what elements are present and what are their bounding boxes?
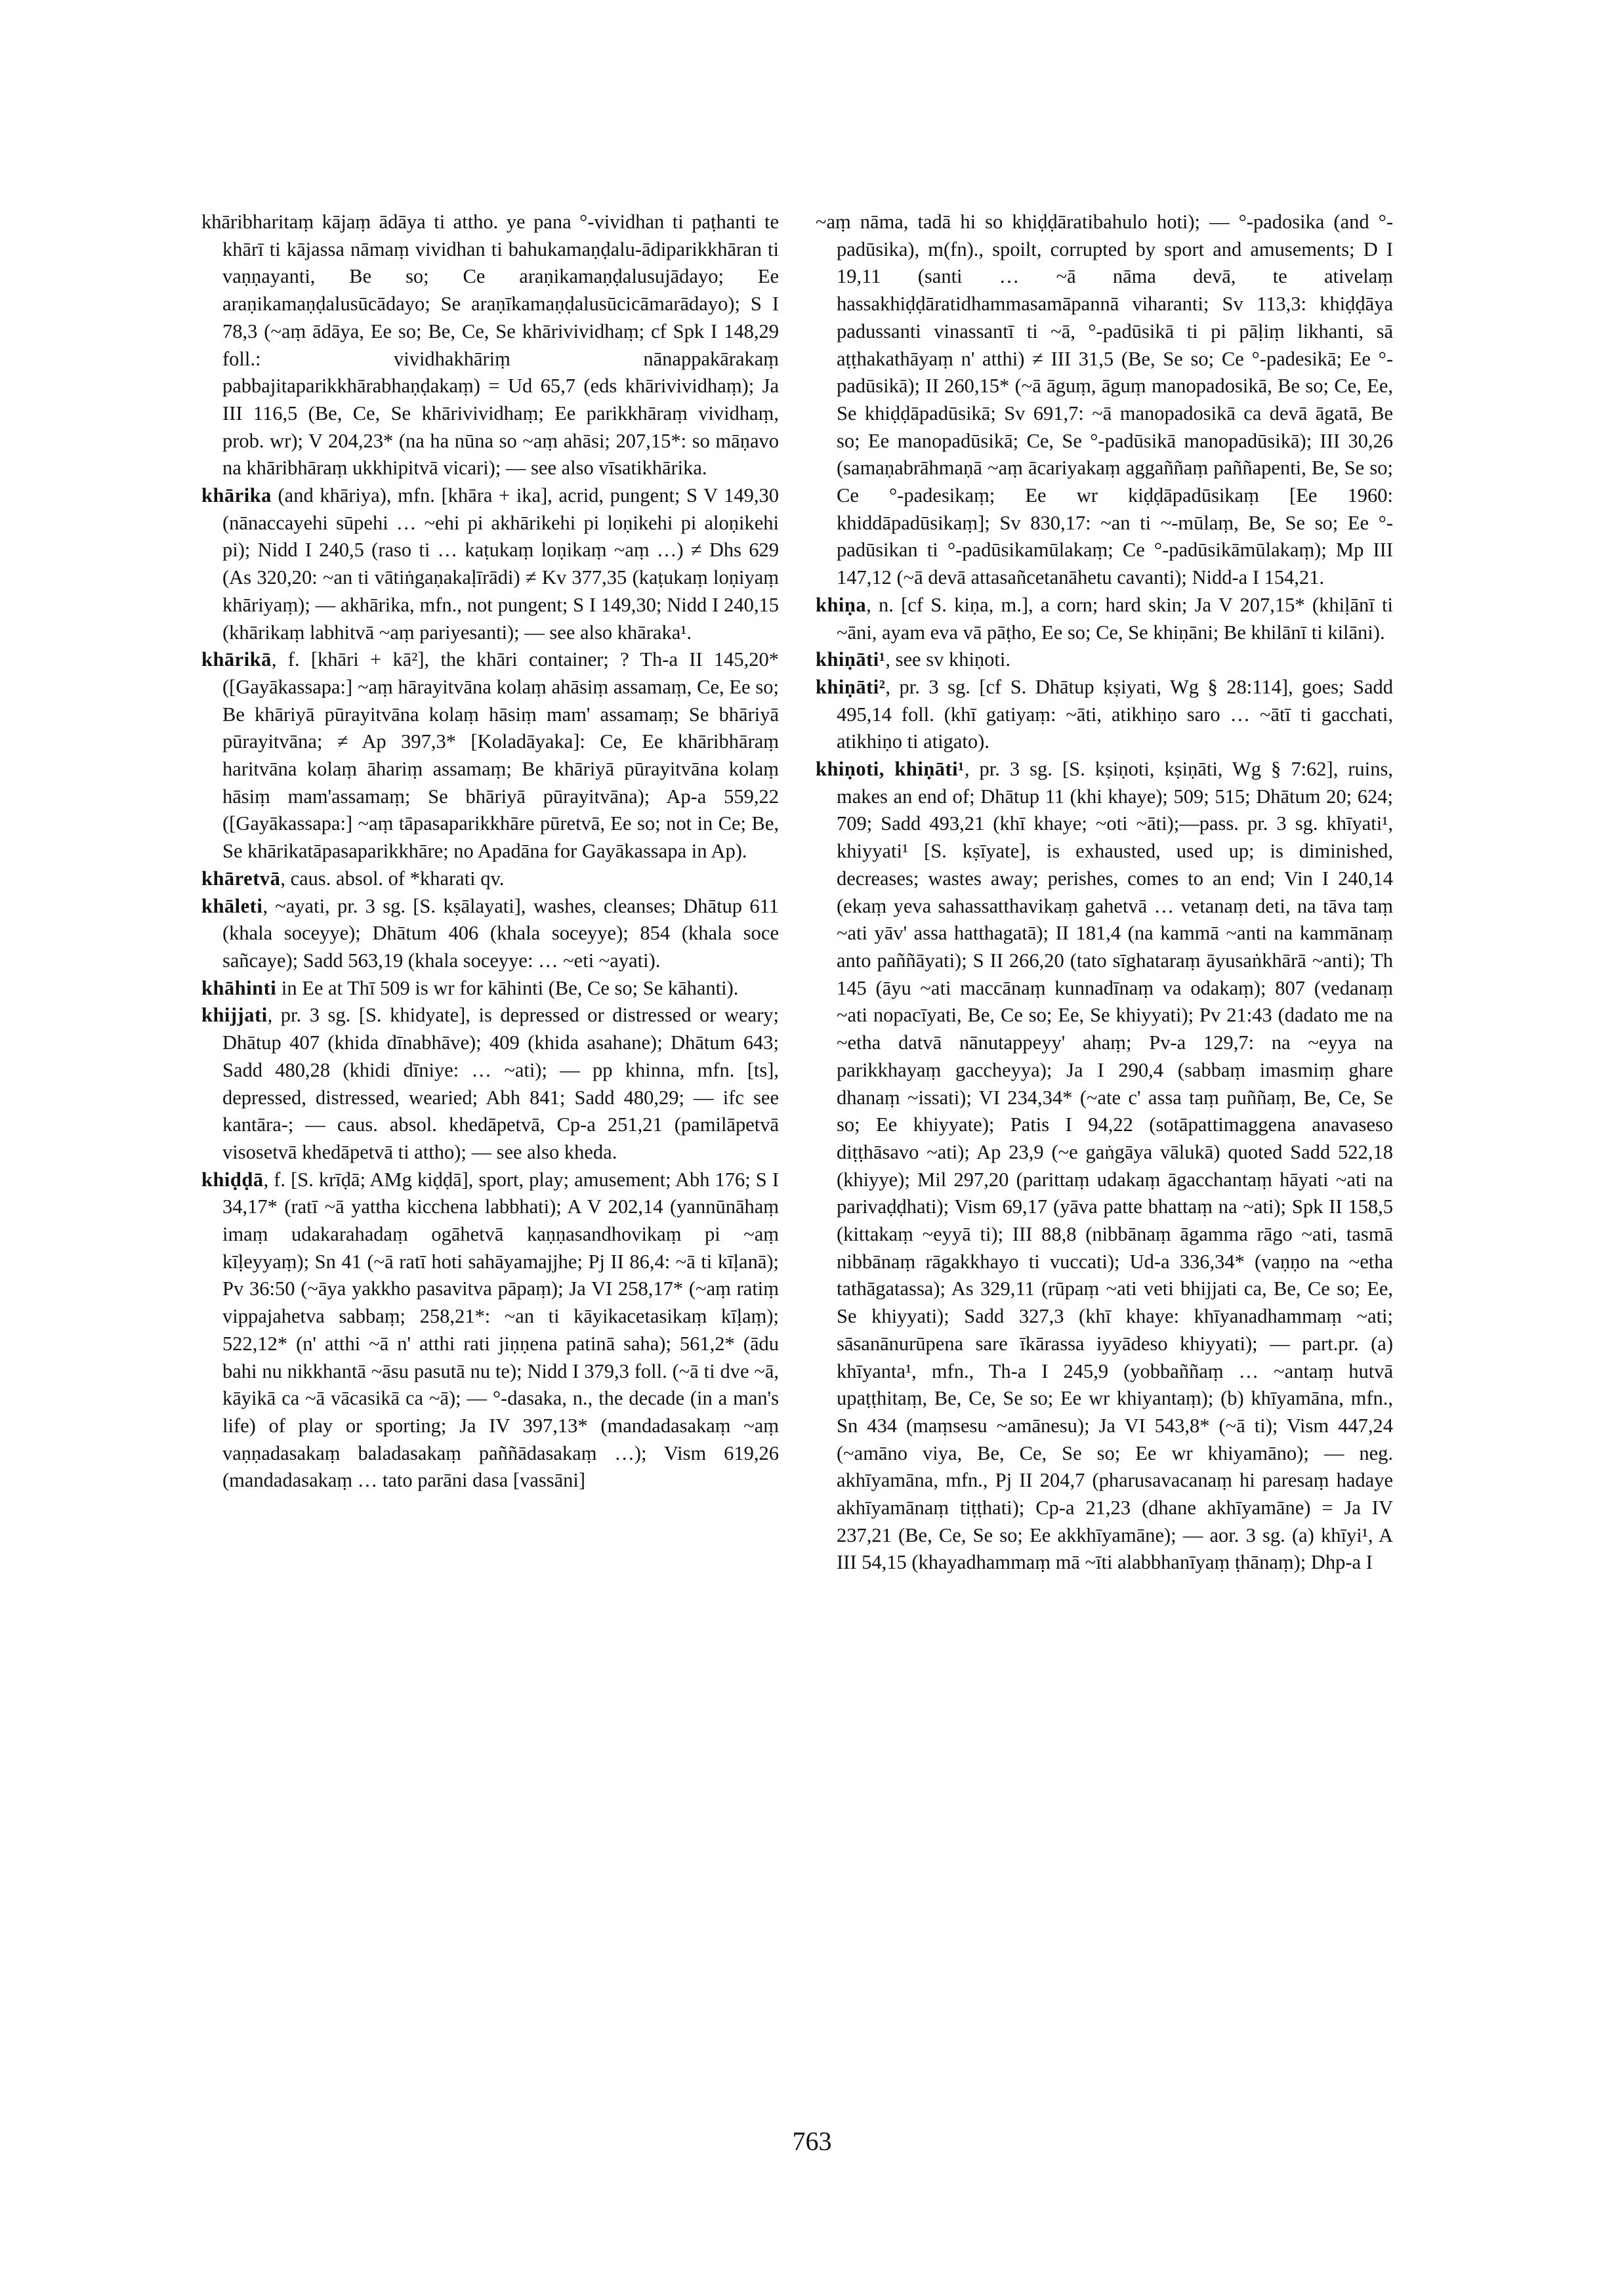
entry-text: in Ee at Thī 509 is wr for kāhinti (Be, Ce so; Se kāhanti). [276,976,739,999]
dictionary-entry [816,646,1393,674]
dictionary-entry [201,865,779,893]
dictionary-entry [201,482,779,646]
entry-text: , n. [cf S. kiṇa, m.], a corn; hard skin; Ja V 207,15* (khiḷānī ti ~āni, ayam eva vā pāṭho, Ee so; Ce, Se khiṇāni; Be khilānī ti kilāni). [837,593,1393,644]
right-column [816,209,1393,1577]
headword: khiṇa [816,593,867,616]
headword: khāleti [201,894,263,917]
dictionary-entry [201,975,779,1003]
headword: khārika [201,484,272,507]
left-column [201,209,779,1495]
entry-text: , pr. 3 sg. [cf S. Dhātup kṣiyati, Wg § 28:114], goes; Sadd 495,14 foll. (khī gatiyaṃ: ~āti, atikhiṇo saro … ~ātī ti gacchati, atikhiṇo ti atigato). [837,675,1393,753]
headword: khiḍḍā [201,1168,264,1191]
headword: khiṇoti, khiṇāti¹ [816,758,965,781]
entry-text: , pr. 3 sg. [S. khidyate], is depressed or distressed or weary; Dhātup 407 (khida dīnabhāve); 409 (khida asahane); Dhātum 643; Sadd 480,28 (khidi dīniye: … ~ati); — pp khinna, mfn. [ts], depressed, distressed, wearied; Abh 841; Sadd 480,29; — ifc see kantāra-; — caus. absol. khedāpetvā, Cp-a 251,21 (pamilāpetvā visosetvā khedāpetvā ti attho); — see also kheda. [222,1004,779,1163]
entry-text: , ~ayati, pr. 3 sg. [S. kṣālayati], washes, cleanses; Dhātup 611 (khala soceyye); Dhātum 406 (khala soceyye); 854 (khala soce sañcaye); Sadd 563,19 (khala soceyye: … ~eti ~ayati). [222,894,779,972]
entry-text: , f. [khāri + kā²], the khāri container; ? Th-a II 145,20* ([Gayākassapa:] ~aṃ hārayitvāna kolaṃ ahāsiṃ assamaṃ, Ce, Ee so; Be khāriyā pūrayitvāna kolaṃ hāsiṃ mam' assamaṃ; Se bhāriyā pūrayitvāna; ≠ Ap 397,3* [Koladāyaka]: Ce, Ee khāribhāraṃ haritvāna kolaṃ āhariṃ assamaṃ; Be khāriyā pūrayitvāna kolaṃ hāsiṃ mam'assamaṃ; Se bhāriyā pūrayitvāna); Ap-a 559,22 ([Gayākassapa:] ~aṃ tāpasaparikkhāre pūretvā, Ee so; not in Ce; Be, Se khārikatāpasaparikkhāre; no Apadāna for Gayākassapa in Ap). [222,648,779,863]
dictionary-entry [201,893,779,975]
entry-text: , caus. absol. of *kharati qv. [280,867,505,890]
dictionary-entry [816,756,1393,1577]
dictionary-entry [816,592,1393,646]
page-number: 763 [792,2126,832,2156]
dictionary-entry [201,1002,779,1166]
headword: khāretvā [201,867,281,890]
dictionary-entry [201,1167,779,1495]
dictionary-entry [816,209,1393,592]
entry-text: ~aṃ nāma, tadā hi so khiḍḍāratibahulo hoti); — °-padosika (and °-padūsika), m(fn)., spoilt, corrupted by sport and amusements; D I 19,11 (santi … ~ā nāma devā, te ativelaṃ hassakhiḍḍāratidhammasamāpannā viharanti; Sv 113,3: khiḍḍāya padussanti vinassantī ti ~ā, °-padūsikā ti pi pāḷiṃ likhanti, sā aṭṭhakathāyaṃ n' atthi) ≠ III 31,5 (Be, Se so; Ce °-padesikā; Ee °-padūsikā); II 260,15* (~ā āguṃ, āguṃ manopadosikā, Be so; Ce, Ee, Se khiḍḍāpadūsikā; Sv 691,7: ~ā manopadosikā ca devā āgatā, Be so; Ee manopadūsikā; Ce, Se °-padūsikā manopadūsikā); III 30,26 (samaṇabrāhmaṇā ~aṃ ācariyakaṃ aggaññaṃ paññapenti, Be, Se so; Ce °-padesikaṃ; Ee wr kiḍḍāpadūsikaṃ [Ee 1960: khiddāpadūsikaṃ]; Sv 830,17: ~an ti ~-mūlaṃ, Be, Se so; Ee °-padūsikan ti °-padūsikamūlakaṃ; Ce °-padūsikāmūlakaṃ); Mp III 147,12 (~ā devā attasañcetanāhetu cavanti); Nidd-a I 154,21. [816,211,1393,589]
headword: khārikā [201,648,272,671]
dictionary-entry [201,209,779,482]
headword: khiṇāti¹ [816,648,886,671]
entry-text: khāribharitaṃ kājaṃ ādāya ti attho. ye pana °-vividhan ti paṭhanti te khārī ti kājassa nāmaṃ vividhan ti bahukamaṇḍalu-ādiparikkhāran ti vaṇṇayanti, Be so; Ce araṇikamaṇḍalusujādayo; Ee araṇikamaṇḍalusūcādayo; Se araṇīkamaṇḍalusūcicāmarādayo); S I 78,3 (~aṃ ādāya, Ee so; Be, Ce, Se khārivividhaṃ; cf Spk I 148,29 foll.: vividhakhāriṃ nānappakārakaṃ pabbajitaparikkhārabhaṇḍakaṃ) = Ud 65,7 (eds khārivividhaṃ); Ja III 116,5 (Be, Ce, Se khārivividhaṃ; Ee parikkhāraṃ vividhaṃ, prob. wr); V 204,23* (na ha nūna so ~aṃ ahāsi; 207,15*: so māṇavo na khāribhāraṃ ukkhipitvā vicari); — see also vīsatikhārika. [201,211,779,480]
headword: khāhinti [201,976,277,999]
entry-text: , f. [S. krīḍā; AMg kiḍḍā], sport, play; amusement; Abh 176; S I 34,17* (ratī ~ā yattha kicchena labbhati); A V 202,14 (yannūnāhaṃ imaṃ udakarahadaṃ ogāhetvā kaṇṇasandhovikaṃ pi ~aṃ kīḷeyyaṃ); Sn 41 (~ā ratī hoti sahāyamajjhe; Pj II 86,4: ~ā ti kīḷanā); Pv 36:50 (~āya yakkho pasavitva pāpaṃ); Ja VI 258,17* (~aṃ ratiṃ vippajahetva sabbaṃ; 258,21*: ~an ti kāyikacetasikaṃ kīḷaṃ); 522,12* (n' atthi ~ā n' atthi rati jiṇṇena patinā saha); 561,2* (ādu bahi nu nikkhantā ~āsu pasutā nu te); Nidd I 379,3 foll. (~ā ti dve ~ā, kāyikā ca ~ā vācasikā ca ~ā); — °-dasaka, n., the decade (in a man's life) of play or sporting; Ja IV 397,13* (mandadasakaṃ ~aṃ vaṇṇadasakaṃ baladasakaṃ paññādasakaṃ …); Vism 619,26 (mandadasakaṃ … tato parāni dasa [vassāni] [222,1168,779,1492]
dictionary-entry [816,674,1393,756]
entry-text: (and khāriya), mfn. [khāra + ika], acrid, pungent; S V 149,30 (nānaccayehi sūpehi … ~ehi pi akhārikehi pi loṇikehi pi aloṇikehi pi); Nidd I 240,5 (raso ti … kaṭukaṃ loṇikaṃ ~aṃ …) ≠ Dhs 629 (As 320,20: ~an ti vātiṅgaṇakaḷīrādi) ≠ Kv 377,35 (kaṭukaṃ loṇiyaṃ khāriyaṃ); — akhārika, mfn., not pungent; S I 149,30; Nidd I 240,15 (khārikaṃ labhitvā ~aṃ pariyesanti); — see also khāraka¹. [222,484,779,644]
headword: khijjati [201,1004,268,1027]
headword: khiṇāti² [816,675,886,698]
dictionary-entry [201,646,779,865]
entry-text: , see sv khiṇoti. [885,648,1011,671]
entry-text: , pr. 3 sg. [S. kṣiṇoti, kṣiṇāti, Wg § 7:62], ruins, makes an end of; Dhātup 11 (khi khaye); 509; 515; Dhātum 20; 624; 709; Sadd 493,21 (khī khaye; ~oti ~āti);—pass. pr. 3 sg. khīyati¹, khiyyati¹ [S. kṣīyate], is exhausted, used up; is diminished, decreases; wastes away; perishes, comes to an end; Vin I 240,14 (ekaṃ yeva sahassatthavikaṃ gahetvā … vetanaṃ deti, na tāva taṃ ~ati yāv' assa hatthagatā); II 181,4 (na kammā ~anti na kammānaṃ anto paññāyati); S II 266,20 (tato sīghataraṃ āyusaṅkhārā ~anti); Th 145 (āyu ~ati maccānaṃ kunnadīnaṃ va odakaṃ); 807 (vedanaṃ ~ati nopacīyati, Be, Ce so; Ee, Se khiyyati); Pv 21:43 (dadato me na ~etha datvā nānutappeyy' ahaṃ; Pv-a 129,7: na ~eyya na parikkhayaṃ gaccheyya); Ja I 290,4 (sabbaṃ imasmiṃ ghare dhanaṃ ~issati); VI 234,34* (~ate c' assa taṃ puññaṃ, Be, Ce, Se so; Ee khiyyate); Patis I 94,22 (sotāpattimaggena anavaseso diṭṭhāsavo ~ati); Ap 23,9 (~e gaṅgāya vālukā) quoted Sadd 522,18 (khiyye); Mil 297,20 (parittaṃ udakaṃ āgacchantaṃ hāyati ~ati na parivaḍḍhati); Vism 69,17 (yāva patte bhattaṃ na ~ati); Spk II 158,5 (kittakaṃ ~eyyā ti); III 88,8 (nibbānaṃ āgamma rāgo ~ati, tasmā nibbānaṃ rāgakkhayo ti vuccati); Ud-a 336,34* (vaṇṇo na ~etha tathāgatassa); As 329,11 (rūpaṃ ~ati veti bhijjati ca, Be, Ce so; Ee, Se khiyyati); Sadd 327,3 (khī khaye: khīyanadhammaṃ ~ati; sāsanānurūpena sare īkārassa iyyādeso khiyyati); — part.pr. (a) khīyanta¹, mfn., Th-a I 245,9 (yobbaññaṃ … ~antaṃ hutvā upaṭṭhitaṃ, Be, Ce, Se so; Ee wr khiyantaṃ); (b) khīyamāna, mfn., Sn 434 (maṃsesu ~amānesu); Ja VI 543,8* (~ā ti); Vism 447,24 (~amāno viya, Be, Ce, Se so; Ee wr khiyamāno); — neg. akhīyamāna, mfn., Pj II 204,7 (pharusavacanaṃ hi paresaṃ hadaye akhīyamānaṃ tiṭṭhati); Cp-a 21,23 (dhane akhīyamāne) = Ja IV 237,21 (Be, Ce, Se so; Ee akkhīyamāne); — aor. 3 sg. (a) khīyi¹, A III 54,15 (khayadhammaṃ mā ~īti alabbhanīyaṃ ṭhānaṃ); Dhp-a I [837,758,1393,1574]
